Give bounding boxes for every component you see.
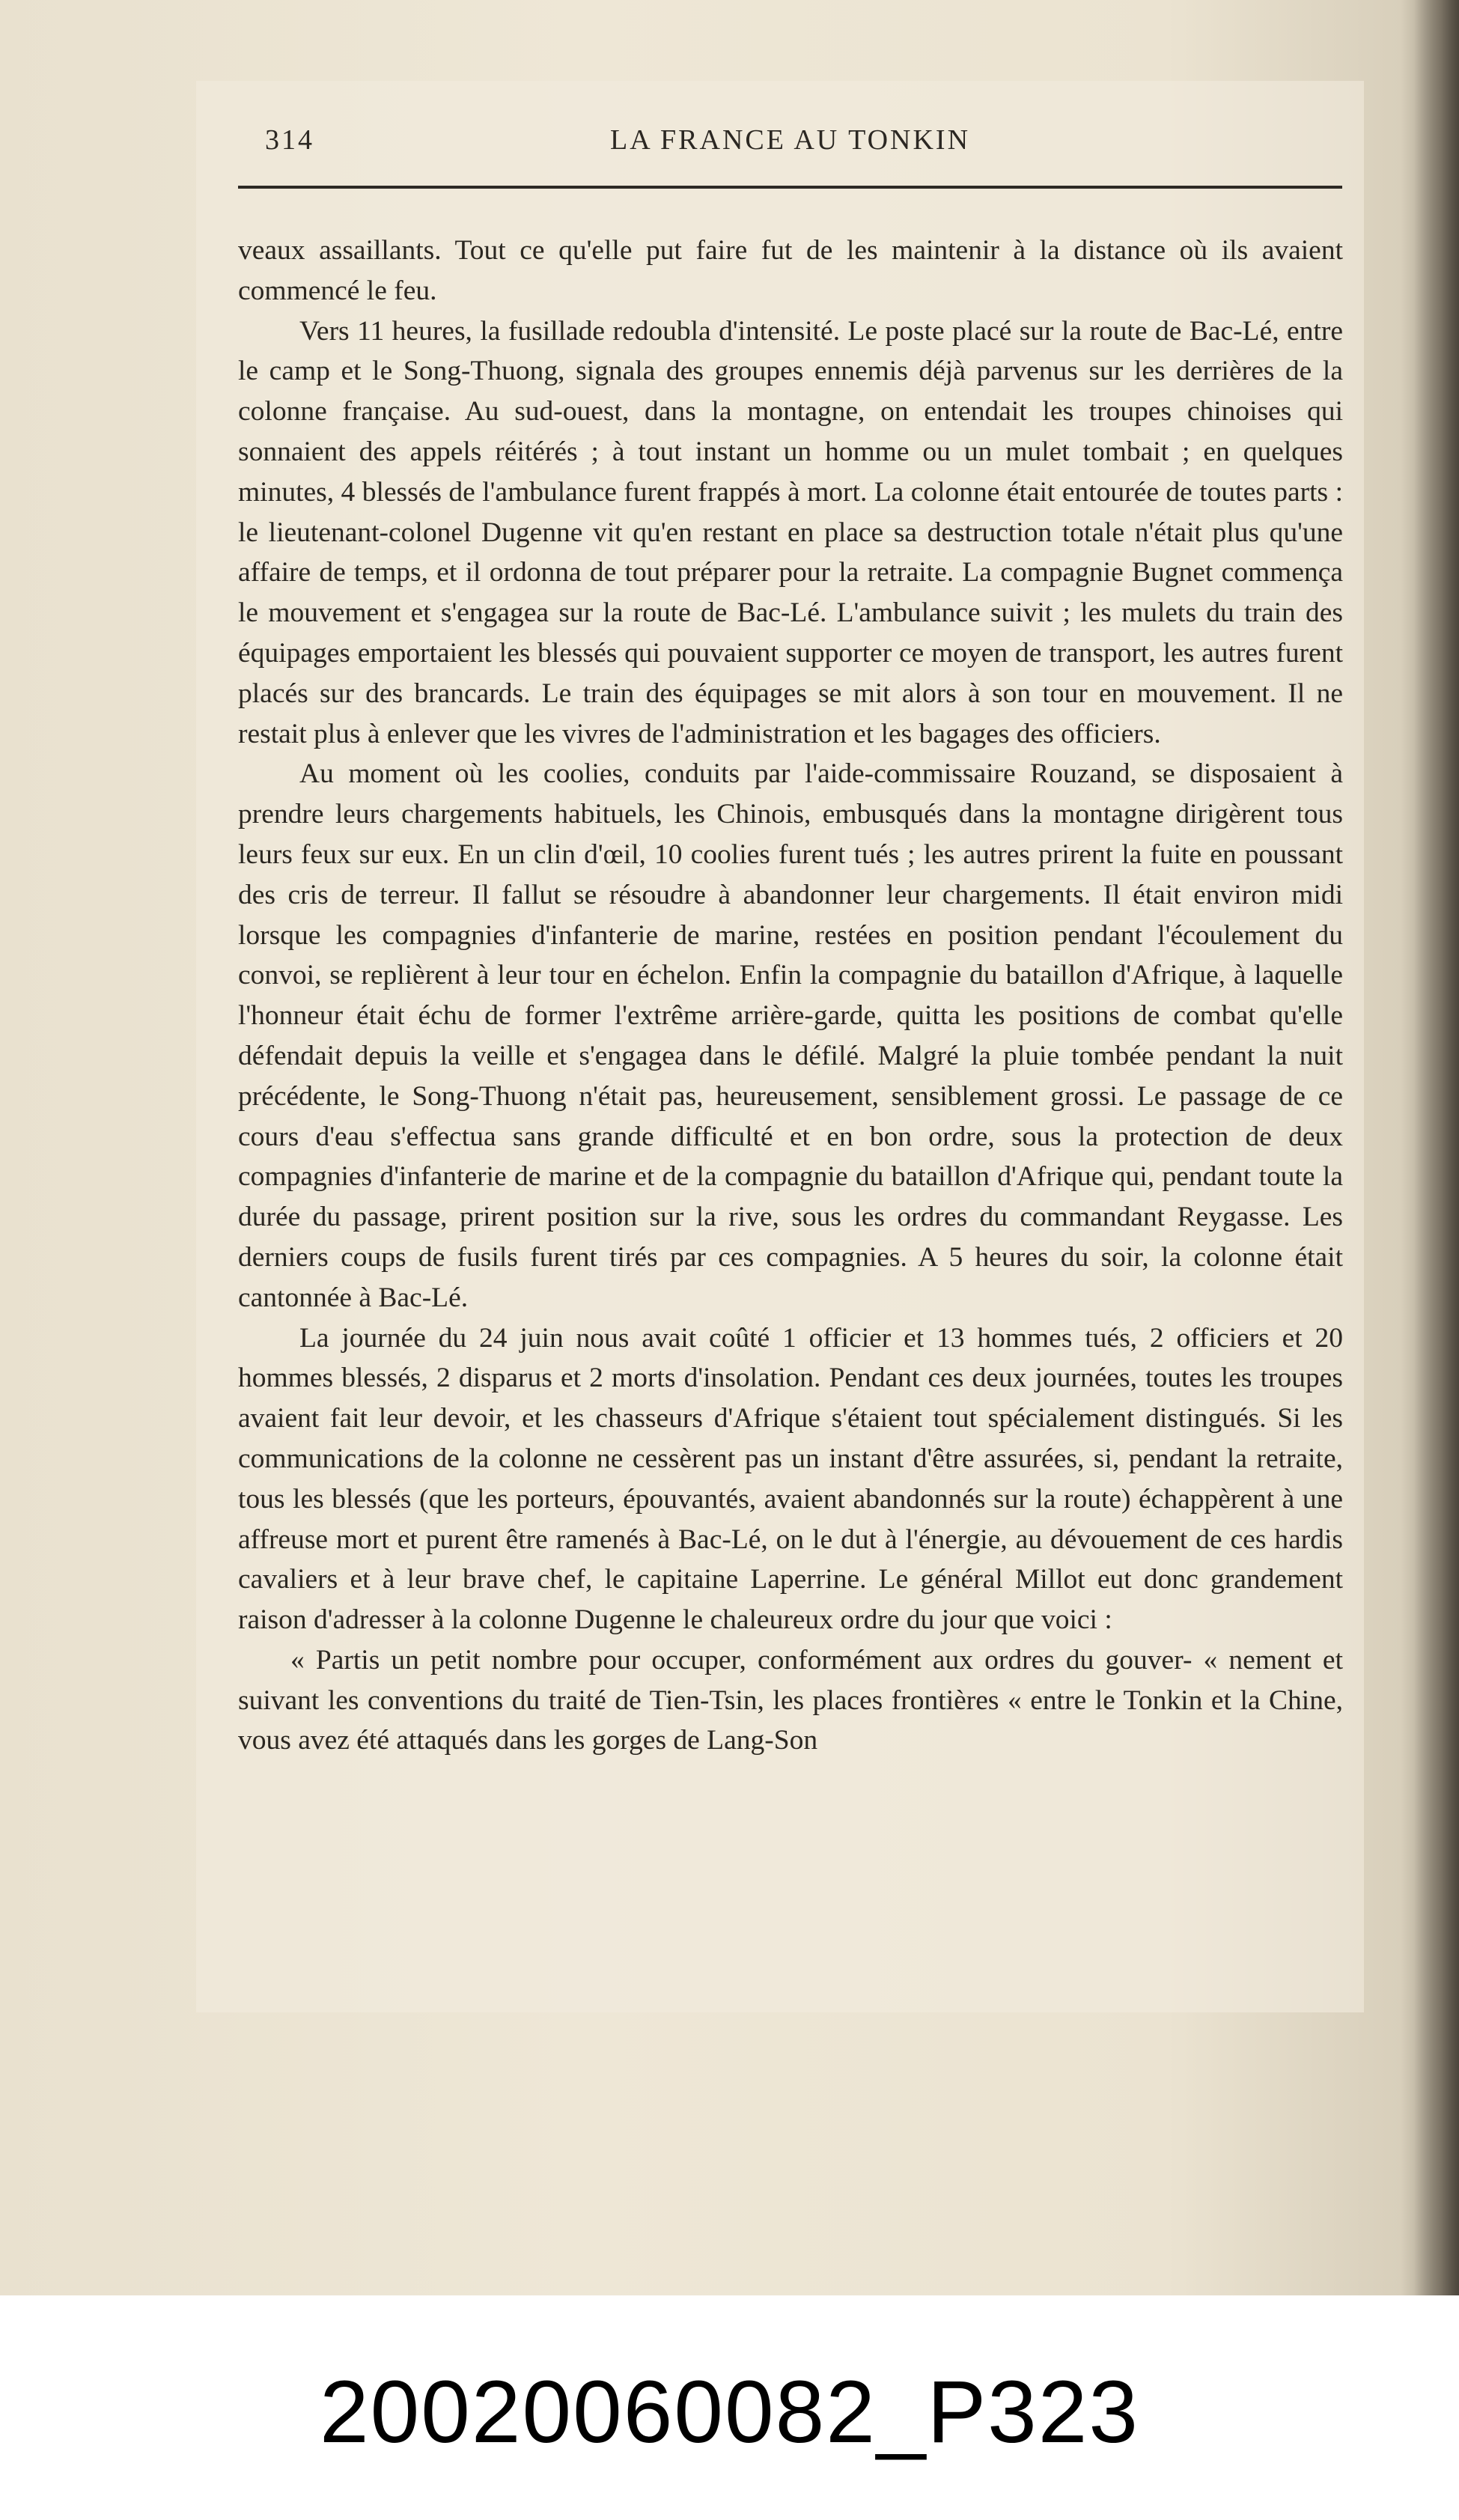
- body-text: [238, 231, 1343, 1761]
- page-edge-shadow: [1414, 0, 1459, 2295]
- footer-label: [0, 2295, 1459, 2520]
- page-number: 314: [265, 124, 314, 156]
- page-header: [238, 124, 1342, 158]
- paragraph-2: Vers 11 heures, la fusillade redoubla d'intensité. Le poste placé sur la route de Bac-Lé, entre le camp et le Song-Thuong, signala des groupes ennemis déjà parvenus sur les derrières de la colonne française. Au sud-ouest, dans la montagne, on entendait les troupes chinoises qui sonnaient des appels réitérés ; à tout instant un homme ou un mulet tombait ; en quelques minutes, 4 blessés de l'ambulance furent frappés à mort. La colonne était entourée de toutes parts : le lieutenant-colonel Dugenne vit qu'en restant en place sa destruction totale n'était plus qu'une affaire de temps, et il ordonna de tout préparer pour la retraite. La compagnie Bugnet commença le mouvement et s'engagea sur la route de Bac-Lé. L'ambulance suivit ; les mulets du train des équipages emportaient les blessés qui pouvaient supporter ce moyen de transport, les autres furent placés sur des brancards. Le train des équipages se mit alors à son tour en mouvement. Il ne restait plus à enlever que les vivres de l'administration et les bagages des officiers.: [238, 315, 1343, 749]
- paragraph-3: Au moment où les coolies, conduits par l'aide-commissaire Rouzand, se disposaient à prendre leurs chargements habituels, les Chinois, embusqués dans la montagne dirigèrent tous leurs feux sur eux. En un clin d'œil, 10 coolies furent tués ; les autres prirent la fuite en poussant des cris de terreur. Il fallut se résoudre à abandonner leur chargements. Il était environ midi lorsque les compagnies d'infanterie de marine, restées en position pendant l'écoulement du convoi, se replièrent à leur tour en échelon. Enfin la compagnie du bataillon d'Afrique, à laquelle l'honneur était échu de former l'extrême arrière-garde, quitta les positions de combat qu'elle défendait depuis la veille et s'engagea dans le défilé. Malgré la pluie tombée pendant la nuit précédente, le Song-Thuong n'était pas, heureusement, sensiblement grossi. Le passage de ce cours d'eau s'effectua sans grande difficulté et en bon ordre, sous la protection de deux compagnies d'infanterie de marine et de la compagnie du bataillon d'Afrique qui, pendant toute la durée du passage, prirent position sur la rive, sous les ordres du commandant Reygasse. Les derniers coups de fusils furent tirés par ces compagnies. A 5 heures du soir, la colonne était cantonnée à Bac-Lé.: [238, 758, 1343, 1313]
- quoted-order: « Partis un petit nombre pour occuper, conformément aux ordres du gouver- « nement et suivant les conventions du traité de Tien-Tsin, les places frontières « entre le Tonkin et la Chine, vous avez été attaqués dans les gorges de Lang-Son: [238, 1644, 1343, 1756]
- paragraph-4: La journée du 24 juin nous avait coûté 1 officier et 13 hommes tués, 2 officiers et 20 hommes blessés, 2 disparus et 2 morts d'insolation. Pendant ces deux journées, toutes les troupes avaient fait leur devoir, et les chasseurs d'Afrique s'étaient tout spécialement distingués. Si les communications de la colonne ne cessèrent pas un instant d'être assurées, si, pendant la retraite, tous les blessés (que les porteurs, épouvantés, avaient abandonnés sur la route) échappèrent à une affreuse mort et purent être ramenés à Bac-Lé, on le dut à l'énergie, au dévouement de ces hardis cavaliers et à leur brave chef, le capitaine Laperrine. Le général Millot eut donc grandement raison d'adresser à la colonne Dugenne le chaleureux ordre du jour que voici :: [238, 1322, 1343, 1636]
- paragraph-1: veaux assaillants. Tout ce qu'elle put faire fut de les maintenir à la distance où ils avaient commencé le feu.: [238, 235, 1343, 306]
- document-id-label: 20020060082_P323: [319, 2363, 1140, 2462]
- running-title: LA FRANCE AU TONKIN: [609, 124, 971, 156]
- header-rule: [238, 186, 1342, 189]
